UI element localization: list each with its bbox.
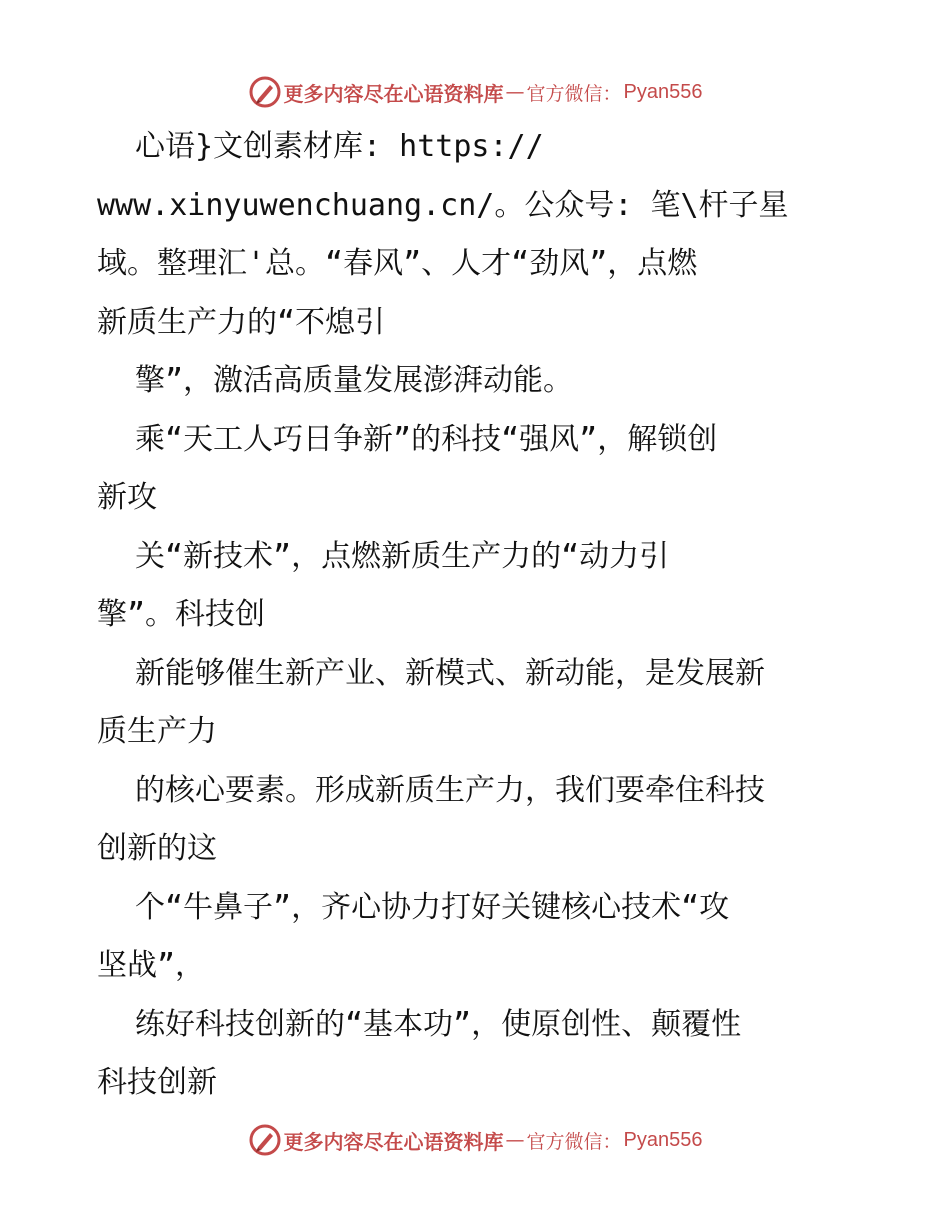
text-line: 乘“天工人巧日争新”的科技“强风”，解锁创: [135, 421, 718, 457]
text-line: 新攻: [97, 480, 157, 515]
banner-wechat-id: Pyan556: [623, 80, 703, 103]
text-line: 关“新技术”，点燃新质生产力的“动力引: [135, 538, 670, 574]
text-line: 坚战”，: [97, 948, 206, 983]
text-line: 心语}文创素材库: https://: [135, 129, 544, 164]
banner-wechat-id: Pyan556: [623, 1128, 703, 1151]
text-line: 个“牛鼻子”，齐心协力打好关键核心技术“攻: [135, 889, 730, 925]
text-line: 创新的这: [97, 831, 217, 866]
banner-sub-text: 官方微信：: [526, 1130, 622, 1153]
text-line: 的核心要素。形成新质生产力，我们要牵住科技: [135, 772, 765, 808]
banner-sub-text: 官方微信：: [526, 82, 622, 105]
text-line: 新质生产力的“不熄引: [97, 304, 386, 340]
pen-logo-icon: [248, 1123, 282, 1157]
text-line: 科技创新: [97, 1065, 217, 1100]
banner-main-text: 更多内容尽在心语资料库: [283, 1129, 504, 1154]
text-line: 擎”。科技创: [97, 597, 266, 632]
text-line: 练好科技创新的“基本功”，使原创性、颠覆性: [135, 1006, 742, 1042]
text-line: 新能够催生新产业、新模式、新动能，是发展新: [135, 655, 765, 691]
footer-watermark-banner: [0, 1120, 950, 1160]
text-line: www.xinyuwenchuang.cn/。公众号: 笔\杆子星: [97, 187, 789, 223]
header-watermark-banner: [0, 72, 950, 112]
text-line: 擎”，激活高质量发展澎湃动能。: [135, 363, 574, 398]
pen-logo-icon: [248, 75, 282, 109]
banner-main-text: 更多内容尽在心语资料库: [283, 81, 504, 106]
document-body: [97, 118, 857, 1113]
text-line: 质生产力: [97, 714, 217, 749]
banner-dash: —: [505, 81, 525, 103]
banner-dash: —: [505, 1129, 525, 1151]
text-line: 域。整理汇'总。“春风”、人才“劲风”，点燃: [97, 246, 698, 281]
